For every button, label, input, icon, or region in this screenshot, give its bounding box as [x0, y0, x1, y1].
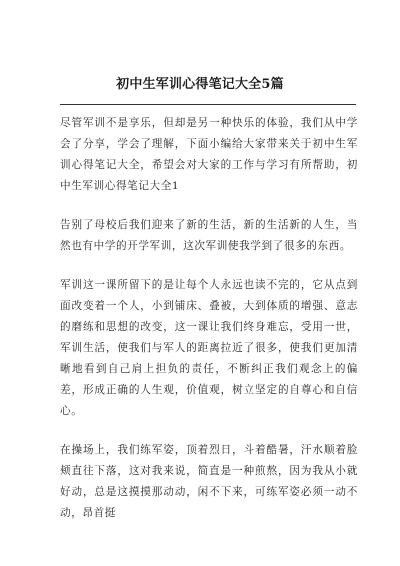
- paragraph-farewell: 告别了母校后我们迎来了新的生活，新的生活新的人生，当然也有中学的开学军训，这次军训使我学到了很多的东西。: [60, 219, 358, 252]
- paragraph-intro: 尽管军训不是享乐，但却是另一种快乐的体验，我们从中学会了分享，学会了理解，下面小编给大家带来关于初中生军训心得笔记大全，希望会对大家的工作与学习有所帮助，初中生军训心得笔记大全1: [60, 117, 358, 192]
- document-body: [60, 113, 358, 542]
- document-title: 初中生军训心得笔记大全5篇: [116, 77, 284, 92]
- paragraph-drill: 在操场上，我们练军姿，顶着烈日，斗着酷暑，汗水顺着脸颊直往下落，这对我来说，简直是一种煎熬，因为我从小就好动，总是这摸摸那动动，闲不下来，可练军姿必须一动不动，昂首挺: [60, 444, 358, 519]
- paragraph-lesson: 军训这一课所留下的是让每个人永远也读不完的，它从点到面改变着一个人，小到铺床、叠被，大到体质的增强、意志的磨练和思想的改变，这一课让我们终身难忘，受用一世，军训生活，使我们与军人的距离拉近了很多，使我们更加清晰地看到自己肩上担负的责任，不断纠正我们观念上的偏差，形成正确的人生观，价值观，树立坚定的自尊心和自信心。: [60, 279, 358, 417]
- title-divider: [60, 104, 356, 105]
